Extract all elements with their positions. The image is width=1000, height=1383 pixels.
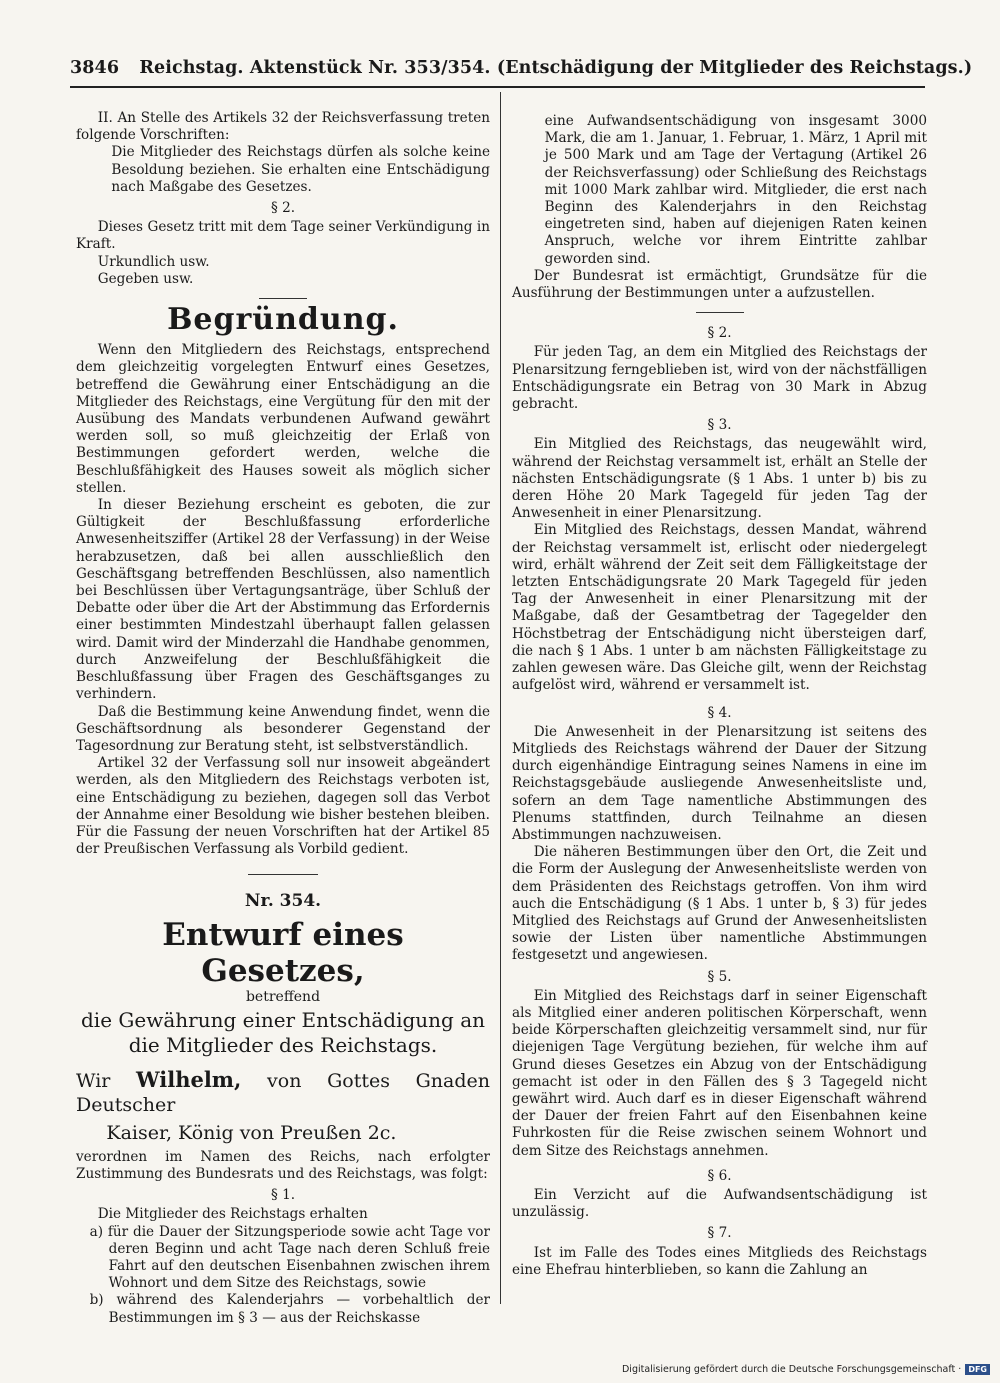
closing-line: Gegeben usw. xyxy=(97,270,194,287)
enacting-formula-line2: Kaiser, König von Preußen 2c. xyxy=(106,1121,397,1144)
dfg-logo: DFG xyxy=(965,1364,990,1375)
paragraph: Ein Verzicht auf die Aufwandsentschädigung ist unzulässig. xyxy=(512,1186,927,1221)
list-item: b) während des Kalenderjahrs — vorbehaltlich der Bestimmungen im § 3 — aus der Reichskasse xyxy=(89,1292,490,1326)
section-heading: § 5. xyxy=(707,968,732,985)
left-column xyxy=(76,110,490,1327)
credit-text: Digitalisierung gefördert durch die Deutsche Forschungsgemeinschaft · xyxy=(621,1364,962,1375)
section-heading: § 2. xyxy=(270,200,296,217)
section-divider xyxy=(259,298,307,299)
section-divider xyxy=(248,874,318,875)
enacting-formula xyxy=(76,1068,490,1117)
paragraph: Daß die Bestimmung keine Anwendung findet, wenn die Geschäftsordnung als besonderer Gegenstand der Tagesordnung zur Beratung steht, ist selbstverständlich. xyxy=(76,703,490,754)
paragraph: Artikel 32 der Verfassung soll nur insoweit abgeändert werden, als den Mitgliedern des Reichstags verboten ist, eine Entschädigung zu beziehen, dagegen soll das Verbot der Annahme einer Besoldung wie bisher bestehen bleiben. Für die Fassung der neuen Vorschriften hat der Artikel 85 der Preußischen Verfassung als Vorbild gedient. xyxy=(76,755,490,858)
section-heading: § 6. xyxy=(707,1167,732,1184)
paragraph: verordnen im Namen des Reichs, nach erfolgter Zustimmung des Bundesrats und des Reichstags, was folgt: xyxy=(76,1148,490,1182)
digitization-credit xyxy=(600,1364,990,1378)
paragraph: Für jeden Tag, an dem ein Mitglied des Reichstags der Plenarsitzung ferngeblieben ist, wird von der nächstfälligen Entschädigungsrate ein Betrag von 30 Mark in Abzug gebracht. xyxy=(512,344,927,413)
paragraph: eine Aufwandsentschädigung von insgesamt 3000 Mark, die am 1. Januar, 1. Februar, 1. März, 1 April mit je 500 Mark und am Tage der Vertagung (Artikel 26 der Reichsverfassung) oder Schließung des Reichstags mit 1000 Mark zahlbar wird. Mitglieder, die erst nach Beginn des Kalenderjahrs in den Reichstag eingetreten sind, haben auf diejenigen Raten keinen Anspruch, welche vor ihrem Eintritte zahlbar geworden sind. xyxy=(544,113,927,267)
section-heading: § 7. xyxy=(707,1225,732,1242)
closing-line: Urkundlich usw. xyxy=(97,253,210,270)
article-32-new-text: Die Mitglieder des Reichstags dürfen als solche keine Besoldung beziehen. Sie erhalten eine Entschädigung nach Maßgabe des Gesetzes. xyxy=(111,144,490,195)
paragraph: Wenn den Mitgliedern des Reichstags, entsprechend dem gleichzeitig vorgelegten Entwurf eines Gesetzes, betreffend die Gewährung einer Entschädigung an die Mitglieder des Reichstags, eine Vergütung für den mit der Ausübung des Mandats verbundenen Aufwand gewährt werden soll, so muß gleichzeitig der Erlaß von Bestimmungen gefordert werden, welche die Beschlußfähigkeit des Hauses soweit als möglich sicher stellen. xyxy=(76,342,490,496)
section-divider xyxy=(696,312,744,313)
paragraph: Die Mitglieder des Reichstags erhalten xyxy=(97,1206,368,1223)
paragraph: Ein Mitglied des Reichstags darf in seiner Eigenschaft als Mitglied einer anderen politischen Körperschaft, wenn beide Körperschaften gleichzeitig versammelt sind, nur für diejenigen Tage Vergütung beziehen, für welche ihm auf Grund dieses Gesetzes ein Abzug von der Entschädigung gemacht ist oder in den Fällen des § 3 Tagegeld nicht gewährt wird. Auch darf es in dieser Eigenschaft während der Dauer der freien Fahrt auf den Eisenbahnen keine Fuhrkosten für die Reise zwischen seinem Wohnort und dem Sitze des Reichstags annehmen. xyxy=(512,987,927,1159)
running-title: Reichstag. Aktenstück Nr. 353/354. (Entschädigung der Mitglieder des Reichstags.) xyxy=(139,58,973,78)
paragraph: Die näheren Bestimmungen über den Ort, die Zeit und die Form der Auslegung der Anwesenheitsliste werden von dem Präsidenten des Reichstags getroffen. Von ihm wird auch die Entschädigung (§ 1 Abs. 1 unter b, § 3) für jedes Mitglied des Reichstags auf Grund der Anwesenheitslisten sowie der Listen über namentliche Abstimmungen festgesetzt und angewiesen. xyxy=(512,844,927,964)
right-column xyxy=(512,113,927,1279)
document-number: Nr. 354. xyxy=(244,891,322,912)
enacting-title: von Gottes Gnaden Deutscher xyxy=(76,1069,491,1116)
column-divider xyxy=(500,92,501,1304)
law-subject: die Gewährung einer Entschädigung an die Mitglieder des Reichstags. xyxy=(81,1007,485,1057)
section-heading: § 1. xyxy=(270,1187,296,1204)
header-rule xyxy=(70,86,925,88)
paragraph: Ist im Falle des Todes eines Mitglieds des Reichstags eine Ehefrau hinterblieben, so kann die Zahlung an xyxy=(512,1244,927,1278)
paragraph: Ein Mitglied des Reichstags, dessen Mandat, während der Reichstag versammelt ist, erlischt oder niedergelegt wird, erhält während der Zeit seit dem Fälligkeitstage der letzten Entschädigungsrate 20 Mark Tagegeld für jeden Tag der Anwesenheit in einer Plenarsitzung mit der Maßgabe, daß der Gesamtbetrag der Tagegelder den Höchstbetrag der Entschädigung nicht übersteigen darf, die nach § 1 Abs. 1 unter b am nächsten Fälligkeitstage zu zahlen gewesen wäre. Das Gleiche gilt, wenn der Reichstag aufgelöst wird, während er versammelt ist. xyxy=(512,522,927,694)
law-title: Entwurf eines Gesetzes, xyxy=(162,916,404,989)
paragraph: Die Anwesenheit in der Plenarsitzung ist seitens des Mitglieds des Reichstags während der Dauer der Sitzung durch eigenhändige Eintragung seines Namens in eine im Reichstagsgebäude ausliegende Anwesenheitsliste und, sofern an dem Tage namentliche Abstimmungen des Plenums stattfinden, durch Teilnahme an diesen Abstimmungen nachzuweisen. xyxy=(512,723,927,843)
list-item: a) für die Dauer der Sitzungsperiode sowie acht Tage vor deren Beginn und acht Tage nach deren Schluß freie Fahrt auf den deutschen Eisenbahnen zwischen ihrem Wohnort und dem Sitze des Reichstags, sowie xyxy=(89,1223,490,1292)
section-heading: § 4. xyxy=(707,704,732,721)
enacting-prefix: Wir xyxy=(76,1069,111,1092)
running-header xyxy=(70,58,973,86)
paragraph: Ein Mitglied des Reichstags, das neugewählt wird, während der Reichstag versammelt ist, erhält an Stelle der nächsten Entschädigungsrate (§ 1 Abs. 1 unter b) bis zu deren Höhe 20 Mark Tagegeld für jeden Tag der Anwesenheit in einer Plenarsitzung. xyxy=(512,436,927,522)
article-ii-intro: II. An Stelle des Artikels 32 der Reichsverfassung treten folgende Vorschriften: xyxy=(76,110,490,144)
emperor-name: Wilhelm, xyxy=(136,1066,242,1092)
section-heading: § 2. xyxy=(707,325,732,342)
law-betreffend: betreffend xyxy=(245,988,321,1005)
section-heading: § 3. xyxy=(707,417,732,434)
paragraph: Der Bundesrat ist ermächtigt, Grundsätze für die Ausführung der Bestimmungen unter a aufzustellen. xyxy=(512,267,927,302)
begruendung-title: Begründung. xyxy=(167,302,399,338)
page-number: 3846 xyxy=(70,58,120,78)
effective-clause: Dieses Gesetz tritt mit dem Tage seiner Verkündigung in Kraft. xyxy=(76,219,490,253)
paragraph: In dieser Beziehung erscheint es geboten, die zur Gültigkeit der Beschlußfassung erforderliche Anwesenheitsziffer (Artikel 28 der Verfassung) in der Weise herabzusetzen, daß bei allen ausschließlich den Geschäftsgang betreffenden Beschlüssen, also namentlich bei Beschlüssen über Vertagungsanträge, über Schluß der Debatte oder über die Art der Abstimmung das Erfordernis einer bestimmten Mindestzahl überhaupt fallen gelassen wird. Damit wird der Minderzahl die Handhabe genommen, durch Anzweifelung der Beschlußfähigkeit die Beschlußfassung über Fragen des Geschäftsganges zu verhindern. xyxy=(76,497,490,703)
